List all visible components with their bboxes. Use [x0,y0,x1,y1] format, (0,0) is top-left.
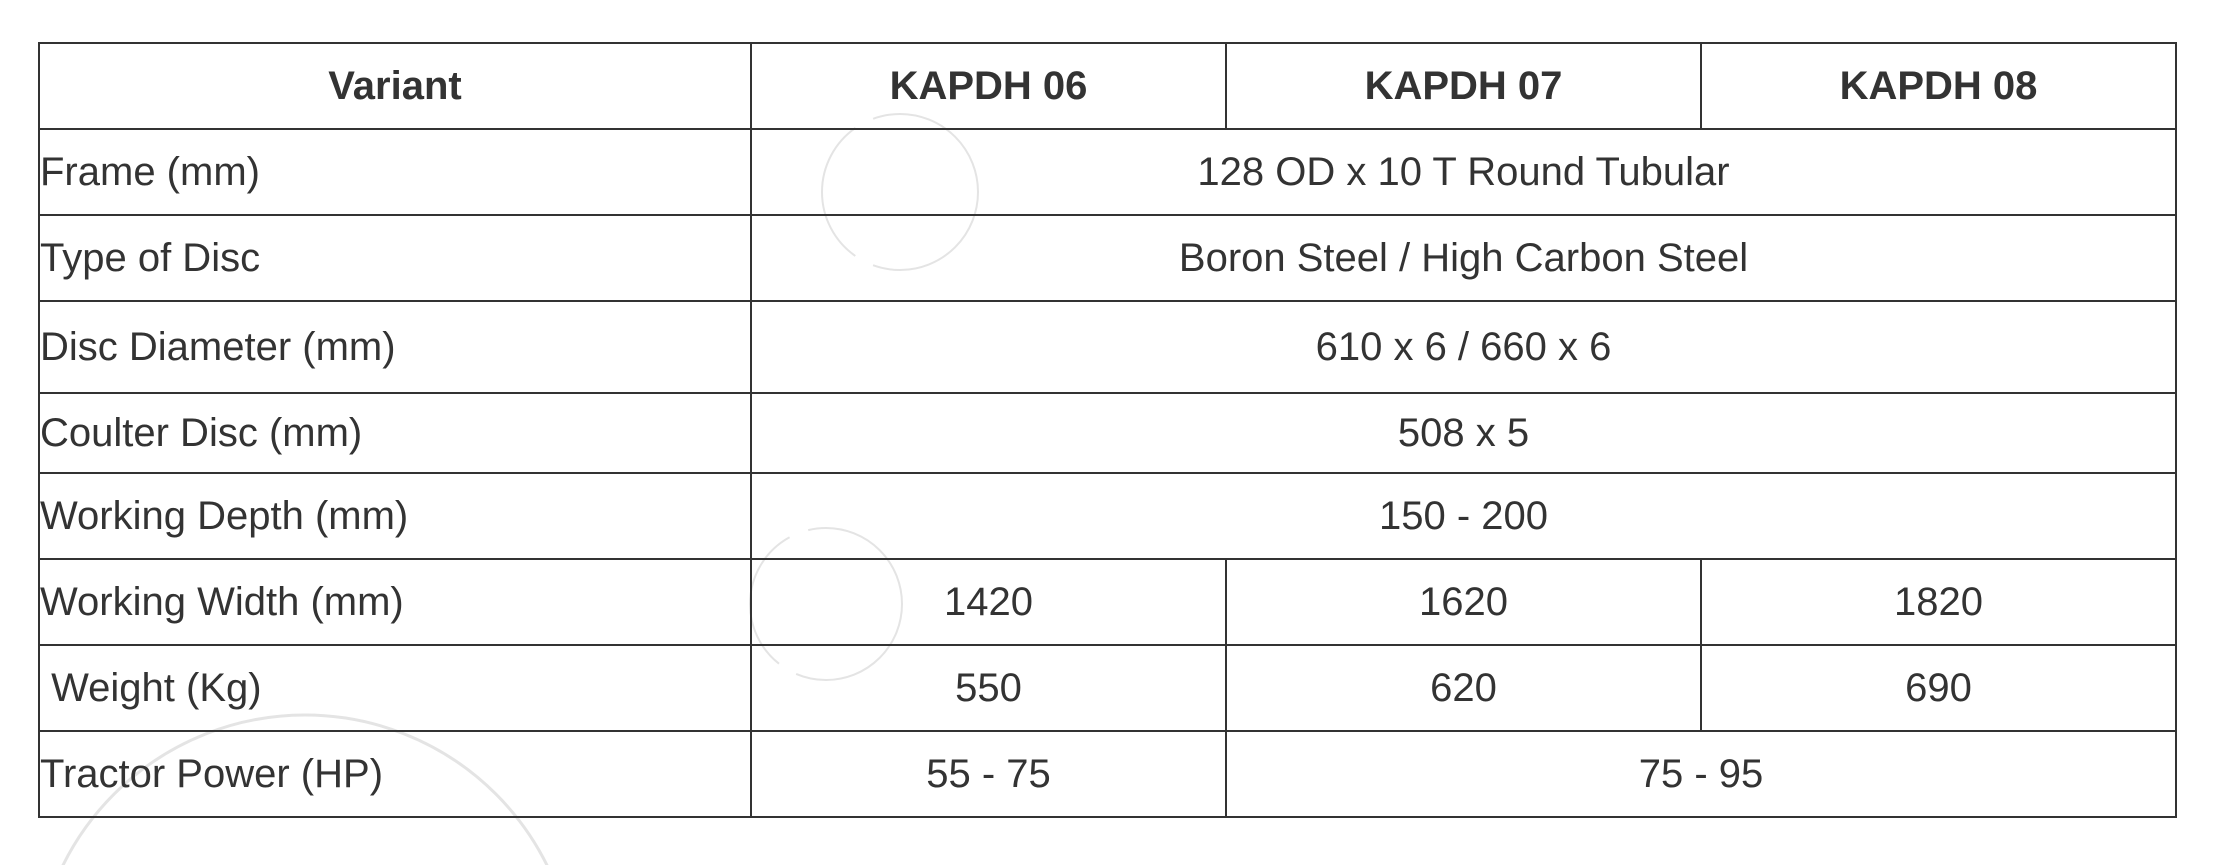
header-variant: Variant [39,43,751,129]
table-row [39,393,2176,473]
row-value: 1820 [1701,559,2176,645]
row-label: Type of Disc [39,215,751,301]
header-model: KAPDH 08 [1701,43,2176,129]
row-value: 610 x 6 / 660 x 6 [751,301,2176,393]
row-value: Boron Steel / High Carbon Steel [751,215,2176,301]
row-label: Working Width (mm) [39,559,751,645]
row-label: Working Depth (mm) [39,473,751,559]
row-value: 75 - 95 [1226,731,2176,817]
row-value: 1420 [751,559,1226,645]
header-model: KAPDH 07 [1226,43,1701,129]
table-row [39,645,2176,731]
row-label: Disc Diameter (mm) [39,301,751,393]
table-row [39,215,2176,301]
row-label: Weight (Kg) [39,645,751,731]
row-label: Tractor Power (HP) [39,731,751,817]
table-row [39,129,2176,215]
table-row [39,731,2176,817]
row-value: 550 [751,645,1226,731]
table-row [39,301,2176,393]
spec-table [38,42,2177,818]
row-value: 1620 [1226,559,1701,645]
row-value: 620 [1226,645,1701,731]
row-value: 128 OD x 10 T Round Tubular [751,129,2176,215]
row-value: 55 - 75 [751,731,1226,817]
row-label: Frame (mm) [39,129,751,215]
row-value: 150 - 200 [751,473,2176,559]
table-row [39,473,2176,559]
header-model: KAPDH 06 [751,43,1226,129]
header-row [39,43,2176,129]
table-row [39,559,2176,645]
row-label: Coulter Disc (mm) [39,393,751,473]
row-value: 508 x 5 [751,393,2176,473]
row-value: 690 [1701,645,2176,731]
